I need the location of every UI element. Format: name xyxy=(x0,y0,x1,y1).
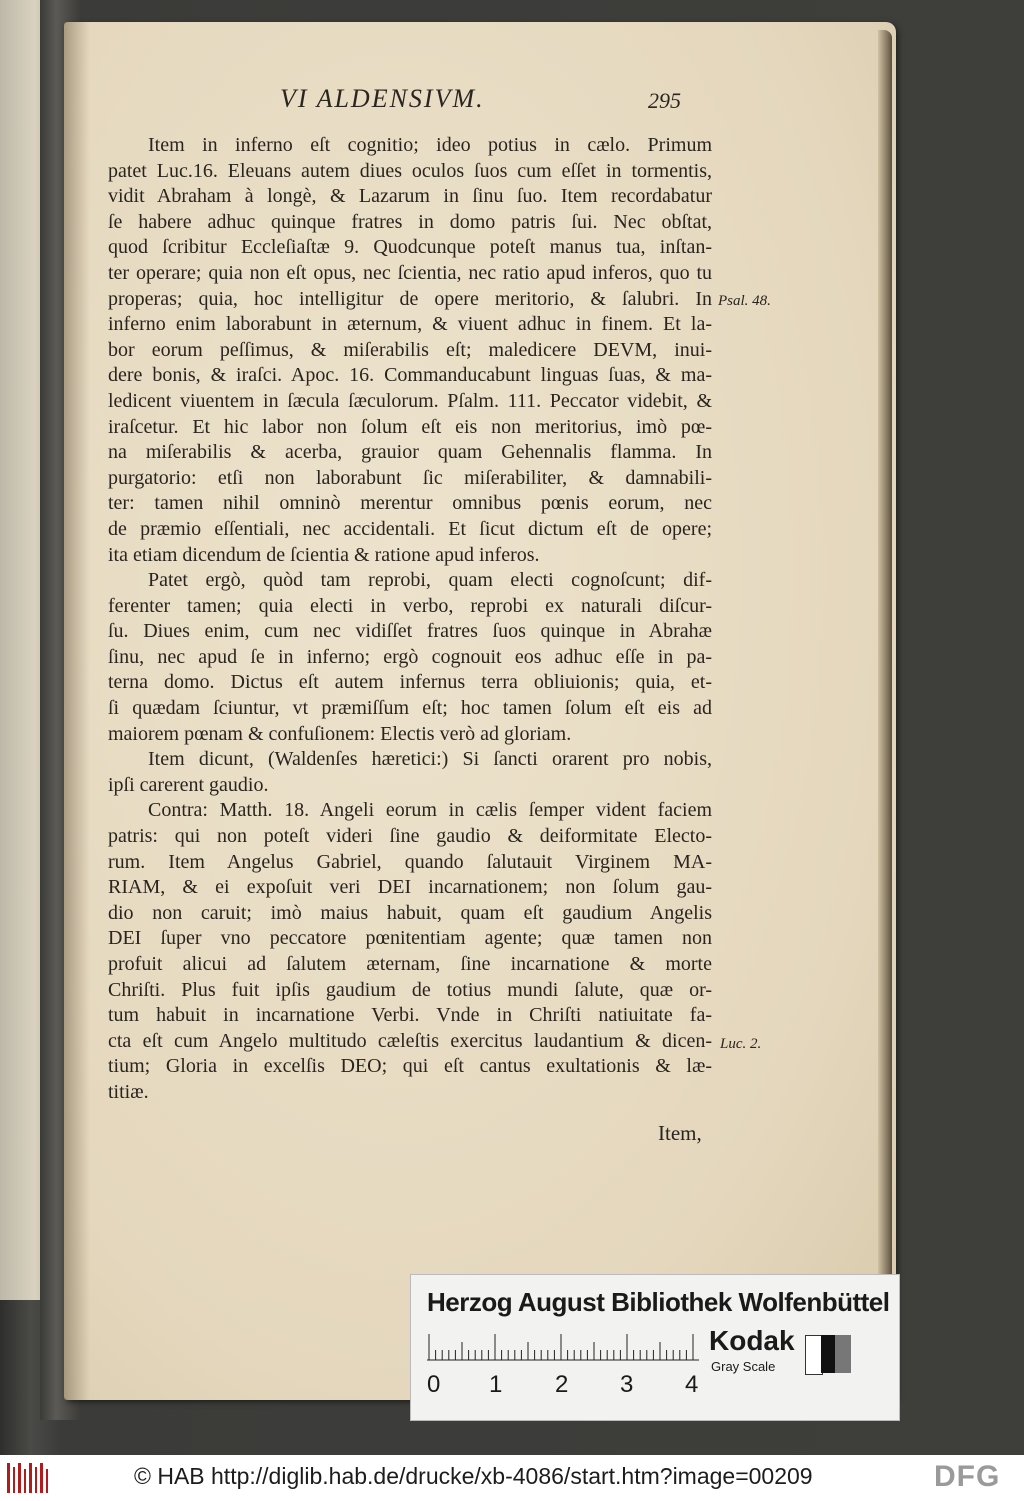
text-line: Contra: Matth. 18. Angeli eorum in cælis ſemper vident faciem xyxy=(148,799,712,822)
ruler-numbers xyxy=(427,1371,699,1401)
text-line: ipſi carerent gaudio. xyxy=(108,773,269,796)
text-line: patris: qui non poteſt videri ſine gaudio & deiformitate Electo- xyxy=(108,825,712,848)
text-line: ita etiam dicendum de ſcientia & ratione apud inferos. xyxy=(108,543,540,566)
text-line: ſi quædam ſciuntur, vt præmiſſum eſt; hoc tamen ſolum eſt eis ad xyxy=(108,697,712,720)
text-line: ledicent viuentem in ſæcula ſæculorum. Pſalm. 111. Peccator videbit, & xyxy=(108,389,712,412)
text-line: purgatorio: etſi non laborabunt ſic miſerabiliter, & damnabili- xyxy=(108,466,712,489)
text-line: Patet ergò, quòd tam reprobi, quam electi cognoſcunt; dif- xyxy=(148,569,712,592)
footer-credit-link[interactable]: © HAB http://diglib.hab.de/drucke/xb-4086/start.htm?image=00209 xyxy=(134,1463,813,1489)
text-line: ſu. Diues enim, cum nec vidiſſet fratres ſuos quinque in Abrahæ xyxy=(108,620,712,643)
text-line: DEI ſuper vno peccatore pœnitentiam agente; quæ tamen non xyxy=(108,927,712,950)
text-line: tum habuit in incarnatione Verbi. Vnde in Chriſti natiuitate fa- xyxy=(108,1004,712,1027)
gray-scale-label: Gray Scale xyxy=(711,1359,776,1374)
ruler-number: 4 xyxy=(685,1371,699,1398)
text-line: iraſcetur. Et hic labor non ſolum eſt eis non meritorius, imò pœ- xyxy=(108,415,712,438)
text-line: inferno enim laborabunt in æternum, & viuent adhuc in finem. Et la- xyxy=(108,313,712,336)
text-line: terna domo. Dictus eſt autem infernus terra obliuionis; quia, et- xyxy=(108,671,712,694)
text-line: Item in inferno eſt cognitio; ideo potius in cælo. Primum xyxy=(148,134,712,156)
running-head: VI ALDENSIVM. xyxy=(280,84,485,113)
swatch-gray xyxy=(835,1335,851,1373)
color-target-card xyxy=(410,1274,900,1421)
text-line: ſinu, nec apud ſe in inferno; ergò cognouit eos adhuc eſſe in pa- xyxy=(108,645,712,668)
margin-note-luke: Luc. 2. xyxy=(720,1036,762,1052)
text-line: ter: tamen nihil omninò merentur omnibus pœnis eorum, nec xyxy=(108,492,712,515)
ruler-number: 0 xyxy=(427,1371,441,1398)
text-line: na miſerabilis & acerba, grauior quam Gehennalis flamma. In xyxy=(108,441,712,464)
footer-bar xyxy=(0,1455,1024,1501)
text-line: profuit alicui ad ſalutem æternam, ſine incarnatione & morte xyxy=(108,953,712,975)
ruler-number: 3 xyxy=(620,1371,634,1398)
dfg-logo: DFG xyxy=(934,1460,1001,1493)
text-line: quod ſcribitur Eccleſiaſtæ 9. Quodcunque poteſt manus tua, inſtan- xyxy=(108,236,712,259)
page-number: 295 xyxy=(648,88,681,113)
ruler-number: 2 xyxy=(555,1371,569,1398)
text-line: ſe habere adhuc quinque fratres in domo patris ſui. Nec obſtat, xyxy=(108,210,712,233)
swatch-black xyxy=(821,1335,835,1373)
body-text xyxy=(108,133,712,1106)
text-line: Chriſti. Plus fuit ipſis gaudium de totius mundi ſalute, quæ or- xyxy=(108,978,712,1001)
text-line: cta eſt cum Angelo multitudo cæleſtis exercitus laudantium & dicen- xyxy=(108,1029,712,1052)
text-line: vidit Abraham à longè, & Lazarum in ſinu ſuo. Item recordabatur xyxy=(108,185,712,208)
text-line: patet Luc.16. Eleuans autem diues oculos ſuos cum eſſet in tormentis, xyxy=(108,159,712,182)
hab-logo-icon xyxy=(6,1461,50,1495)
text-line: Item dicunt, (Waldenſes hæretici:) Si ſancti orarent pro nobis, xyxy=(148,748,712,771)
text-line: ferenter tamen; quia electi in verbo, reprobi ex naturali diſcur- xyxy=(108,594,712,617)
text-line: bor eorum peſſimus, & miſerabilis eſt; maledicere DEVM, inui- xyxy=(108,338,712,361)
text-line: dere bonis, & iraſci. Apoc. 16. Commanducabunt linguas ſuas, & ma- xyxy=(108,364,712,387)
text-line: properas; quia, hoc intelligitur de opere meritorio, & ſalubri. In xyxy=(108,287,712,310)
catchword: Item, xyxy=(658,1121,702,1145)
margin-note-psalm: Psal. 48. xyxy=(718,293,771,309)
text-line: ter operare; quia non eſt opus, nec ſcientia, nec ratio apud inferos, quo tu xyxy=(108,261,712,284)
text-line: de præmio eſſentiali, nec accidentali. Et ſicut dictum eſt de opere; xyxy=(108,517,712,540)
ruler-scale xyxy=(427,1331,699,1361)
text-line: RIAM, & ei expoſuit veri DEI incarnationem; non ſolum gau- xyxy=(108,876,712,899)
text-line: titiæ. xyxy=(108,1080,149,1103)
page-fore-edge xyxy=(878,30,892,1400)
text-line: dio non caruit; imò maius habuit, quam eſt gaudium Angelis xyxy=(108,901,712,924)
text-line: rum. Item Angelus Gabriel, quando ſalutauit Virginem MA- xyxy=(108,850,712,873)
kodak-logo: Kodak xyxy=(709,1325,795,1356)
text-line: tium; Gloria in excelſis DEO; qui eſt cantus exultationis & læ- xyxy=(108,1055,712,1078)
ruler-number: 1 xyxy=(489,1371,503,1398)
text-line: maiorem pœnam & confuſionem: Electis verò ad gloriam. xyxy=(108,722,572,745)
page-gutter-shadow xyxy=(64,22,90,1400)
library-name: Herzog August Bibliothek Wolfenbüttel xyxy=(427,1287,890,1317)
